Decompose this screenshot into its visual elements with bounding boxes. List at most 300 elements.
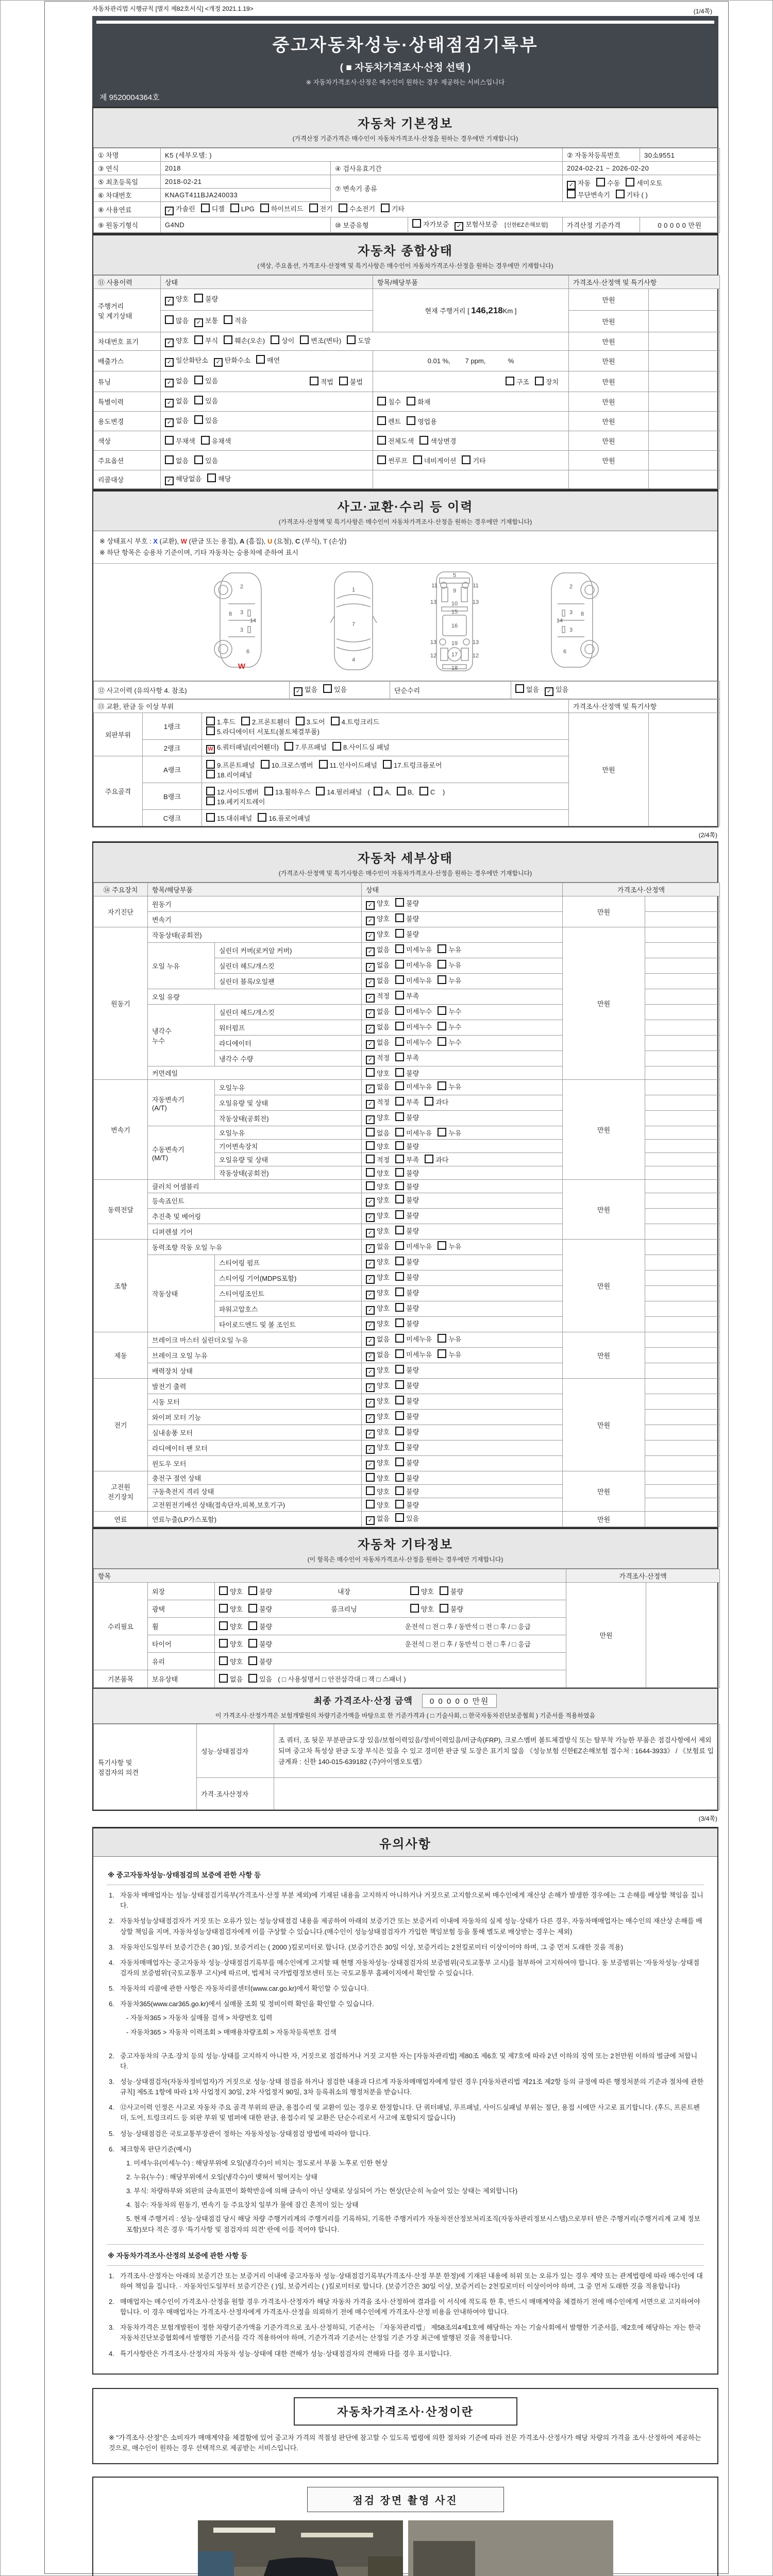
checkbox-empty[interactable] (395, 1226, 404, 1234)
checkbox-empty[interactable] (395, 1195, 404, 1204)
checkbox-empty[interactable] (596, 178, 605, 187)
option (366, 1334, 390, 1346)
checkbox-empty[interactable] (165, 455, 174, 464)
checkbox-empty[interactable] (300, 335, 309, 344)
section-comprehensive (92, 234, 718, 490)
checkbox-empty[interactable] (206, 796, 215, 805)
checkbox-checked[interactable]: ✓ (165, 418, 174, 427)
checkbox-empty[interactable] (438, 944, 446, 953)
checkbox-checked[interactable]: ✓ (366, 1337, 375, 1346)
check-item-state (362, 1180, 563, 1193)
checkbox-empty[interactable] (194, 294, 203, 302)
simple-repair-label: 단순수리 (390, 682, 511, 699)
field-value-model-year: 2018 (161, 162, 331, 175)
checkbox-checked[interactable]: ✓ (366, 901, 375, 910)
checkbox-checked[interactable]: ✓ (165, 207, 174, 215)
option (165, 376, 189, 387)
checkbox-empty[interactable] (425, 1097, 433, 1106)
checkbox-empty[interactable] (395, 1287, 404, 1296)
option (366, 1349, 390, 1361)
checkbox-empty[interactable] (395, 1303, 404, 1312)
checkbox-checked[interactable]: ✓ (366, 1084, 375, 1093)
checkbox-empty[interactable] (201, 436, 210, 445)
checkbox-empty[interactable] (332, 742, 341, 751)
rankA-items (202, 756, 569, 783)
checkbox-empty[interactable] (316, 787, 325, 795)
checkbox-empty[interactable] (438, 1037, 446, 1046)
checkbox-checked[interactable]: ✓ (366, 1100, 375, 1109)
checkbox-empty[interactable] (395, 913, 404, 922)
checkbox-empty[interactable] (219, 1639, 228, 1648)
option-label: 양호 (377, 1183, 390, 1191)
checkbox-empty[interactable] (339, 377, 348, 385)
checkbox-empty[interactable] (258, 813, 266, 822)
checkbox-empty[interactable] (366, 1155, 375, 1163)
option-label: 자동 (578, 179, 591, 187)
checkbox-empty[interactable] (438, 1006, 446, 1015)
checkbox-checked[interactable]: ✓ (165, 399, 174, 408)
document-number: 제 9520004364호 (99, 93, 160, 102)
checkbox-empty[interactable] (366, 1128, 375, 1137)
checkbox-checked[interactable]: ✓ (366, 1516, 375, 1525)
checkbox-empty[interactable] (319, 760, 328, 769)
checkbox-empty[interactable] (395, 1181, 404, 1190)
checkbox-checked[interactable]: ✓ (545, 687, 553, 696)
checkbox-empty[interactable] (395, 1486, 404, 1495)
etc-col-price: 가격조사·산정액 (566, 1569, 720, 1583)
checkbox-empty[interactable] (395, 1053, 404, 1061)
check-item-label: 오일유량 및 상태 (215, 1153, 362, 1166)
checkbox-empty[interactable] (194, 415, 203, 424)
group-label-basic-items: 기본품목 (94, 1670, 148, 1688)
option-label: 없음 (377, 1008, 390, 1016)
checkbox-checked[interactable]: ✓ (366, 1352, 375, 1361)
notice-subitem: - 자동차365 > 자동차 이력조회 > 매매용차량조회 > 자동차등록번호 검색 (126, 2028, 337, 2036)
checkbox-empty[interactable] (248, 1586, 257, 1595)
checkbox-empty[interactable] (347, 335, 356, 344)
option-label: 구조 (516, 378, 529, 386)
option-label: 불량 (406, 1274, 419, 1282)
checkbox-checked[interactable]: ✓ (165, 297, 174, 306)
special-history-items (373, 392, 569, 412)
notice-text: 자동차인도일부터 보증기간은 ( 30 )일, 보증거리는 ( 2000 )킬로미터로 합니다. (보증기간은 30일 이상, 보증거리는 2천킬로미터 이상이어야 하며, 그 중 먼저 도래한 것을 적용) (120, 1943, 624, 1951)
remark-cell (645, 1394, 720, 1410)
remark-cell (645, 1209, 720, 1224)
option-label: 불량 (406, 1183, 419, 1191)
checkbox-checked[interactable]: ✓ (366, 1025, 375, 1033)
check-item-state (362, 1140, 563, 1153)
checkbox-checked[interactable]: ✓ (366, 963, 375, 972)
checkbox-empty[interactable] (616, 190, 625, 198)
checkbox-empty[interactable] (219, 1621, 228, 1630)
option-label: 불량 (259, 1640, 273, 1649)
checkbox-checked[interactable]: ✓ (366, 1260, 375, 1268)
checkbox-empty[interactable] (377, 397, 386, 405)
detail-col-state: 상태 (362, 883, 563, 896)
checkbox-empty[interactable] (395, 1500, 404, 1509)
checkbox-checked[interactable]: ✓ (366, 1414, 375, 1423)
check-item-label: 스티어링 펌프 (215, 1255, 362, 1270)
checkbox-empty[interactable] (194, 396, 203, 404)
checkbox-checked[interactable]: ✓ (567, 181, 576, 190)
row-label-special-history: 특별이력 (94, 392, 161, 412)
check-item-state (362, 1240, 563, 1255)
checkbox-empty[interactable] (395, 960, 404, 969)
check-item-state (362, 1005, 563, 1020)
checkbox-checked[interactable]: ✓ (366, 1115, 375, 1124)
checkbox-empty[interactable] (440, 1604, 448, 1613)
checkbox-empty[interactable] (395, 1365, 404, 1374)
check-item-state (362, 943, 563, 958)
option (165, 473, 201, 485)
remark-cell (645, 1066, 720, 1080)
option-label: 화재 (417, 398, 431, 406)
check-item-label: 배력장치 상태 (148, 1363, 362, 1379)
checkbox-empty[interactable] (261, 760, 270, 769)
checkbox-empty[interactable] (395, 1272, 404, 1281)
checkbox-checked[interactable]: ✓ (366, 1430, 375, 1438)
svg-text:3: 3 (240, 609, 244, 616)
page-marker-3: (3/4쪽) (698, 1815, 717, 1823)
option (438, 1334, 461, 1344)
option (366, 1272, 390, 1284)
option (206, 796, 265, 806)
checkbox-empty[interactable] (206, 813, 215, 822)
option-label: 네비게이션 (424, 457, 457, 465)
checkbox-empty[interactable] (206, 726, 215, 735)
checkbox-empty[interactable] (296, 717, 305, 725)
checkbox-checked[interactable]: ✓ (366, 1198, 375, 1207)
checkbox-checked[interactable]: ✓ (366, 1445, 375, 1454)
checkbox-empty[interactable] (395, 1068, 404, 1077)
checkbox-empty[interactable] (395, 1318, 404, 1327)
checkbox-empty[interactable] (194, 335, 203, 344)
checkbox-empty[interactable] (248, 1604, 257, 1613)
checkbox-empty[interactable] (264, 787, 273, 795)
check-item-state (362, 1066, 563, 1080)
checkbox-empty[interactable] (395, 1257, 404, 1265)
checkbox-empty[interactable] (284, 742, 293, 751)
checkbox-empty[interactable] (395, 1081, 404, 1090)
notice-item (107, 2103, 704, 2123)
option (366, 1128, 390, 1138)
option (206, 717, 236, 726)
checkbox-empty[interactable] (395, 1396, 404, 1404)
checkbox-empty[interactable] (395, 1210, 404, 1219)
exchange-rank-table (93, 699, 720, 826)
checkbox-empty[interactable] (413, 455, 422, 464)
option (300, 335, 341, 345)
detail-col-device: ⑭ 주요장치 (94, 883, 148, 896)
checkbox-empty[interactable] (201, 204, 210, 212)
option (366, 1318, 390, 1330)
checkbox-checked[interactable]: ✓ (366, 1399, 375, 1408)
checkbox-checked[interactable]: ✓ (366, 932, 375, 941)
field-label-engine-type: ⑨ 원동기형식 (94, 217, 161, 233)
option (219, 1604, 243, 1614)
device-group-label: 고전원 전기장치 (94, 1471, 148, 1512)
field-label-base-price: 가격산정 기준가격 (563, 217, 640, 233)
checkbox-checked[interactable]: ✓ (194, 318, 203, 327)
checkbox-empty[interactable] (395, 975, 404, 984)
checkbox-empty[interactable] (395, 1411, 404, 1420)
state-code-legend: ※ 상태표시 부호 : X (교환), W (판금 또는 용접), A (흠집), U (요철), C (부식), T (손상) ※ 하단 항목은 승용차 기준이며, 기타 자동차는 승용차에 준하여 표시 (93, 531, 717, 564)
checkbox-empty[interactable] (438, 1081, 446, 1090)
checkbox-empty[interactable] (395, 929, 404, 938)
checkbox-empty[interactable] (506, 377, 514, 385)
checkbox-checked[interactable]: ✓ (366, 1321, 375, 1330)
checkbox-checked[interactable]: ✓ (214, 358, 223, 367)
checkbox-empty[interactable] (219, 1656, 228, 1665)
option-label: 양호 (377, 1459, 390, 1467)
option-label: 미세누유 (406, 1129, 432, 1138)
checkbox-empty[interactable] (407, 416, 415, 425)
checkbox-checked[interactable]: ✓ (366, 1291, 375, 1299)
checkbox-checked[interactable]: ✓ (294, 687, 303, 696)
checkbox-empty[interactable] (219, 1674, 228, 1683)
option (224, 315, 247, 325)
checkbox-checked[interactable]: ✓ (366, 1009, 375, 1018)
rank2-label: 2랭크 (143, 740, 202, 756)
checkbox-empty[interactable] (395, 1380, 404, 1389)
checkbox-empty[interactable] (438, 975, 446, 984)
checkbox-empty[interactable] (381, 204, 390, 212)
option (515, 684, 539, 694)
checkbox-checked[interactable]: ✓ (366, 1244, 375, 1253)
option (248, 1586, 272, 1596)
checkbox-empty[interactable] (438, 1334, 446, 1343)
checkbox-empty[interactable] (219, 1604, 228, 1613)
detail-col-item: 항목/해당부품 (148, 883, 362, 896)
checkbox-empty[interactable] (395, 1097, 404, 1106)
checkbox-empty[interactable] (410, 1604, 419, 1613)
checkbox-checked[interactable]: ✓ (165, 338, 174, 347)
checkbox-empty[interactable] (366, 1486, 375, 1495)
checkbox-empty[interactable] (366, 1473, 375, 1482)
checkbox-empty[interactable] (194, 455, 203, 464)
checkbox-empty[interactable] (395, 1427, 404, 1435)
option-label: 없음 (176, 417, 189, 425)
emission-values: 0.01 %, 7 ppm, % (373, 351, 569, 371)
checkbox-empty[interactable] (366, 1168, 375, 1177)
checkbox-empty[interactable] (462, 455, 470, 464)
checkbox-checked[interactable]: ✓ (366, 917, 375, 925)
checkbox-empty[interactable] (395, 1473, 404, 1482)
checkbox-empty[interactable] (438, 1241, 446, 1250)
checkbox-empty[interactable] (515, 684, 524, 693)
checkbox-empty[interactable] (323, 684, 332, 693)
checkbox-empty[interactable] (309, 204, 318, 212)
notice-item (107, 1890, 704, 1911)
checkbox-empty[interactable] (438, 1128, 446, 1137)
checkbox-empty[interactable] (419, 436, 428, 445)
checkbox-empty[interactable] (219, 1586, 228, 1595)
checkbox-empty[interactable] (165, 315, 174, 324)
checkbox-checked[interactable]: ✓ (366, 1056, 375, 1064)
checkbox-checked[interactable]: ✓ (455, 222, 463, 231)
option-label: 불량 (450, 1588, 464, 1596)
checkbox-checked[interactable]: ✓ (366, 978, 375, 987)
checkbox-checked[interactable]: ✓ (366, 1306, 375, 1315)
checkbox-empty[interactable] (383, 760, 392, 769)
detail-row (94, 1080, 720, 1095)
checkbox-empty[interactable] (395, 898, 404, 907)
checkbox-empty[interactable] (241, 717, 250, 725)
checkbox-checked[interactable]: ✓ (366, 947, 375, 956)
checkbox-marked-W[interactable]: W (206, 745, 215, 754)
checkbox-empty[interactable] (377, 416, 386, 425)
checkbox-checked[interactable]: ✓ (366, 1383, 375, 1392)
etc-note: (이 항목은 매수인이 자동차가격조사·산정을 원하는 경우에만 기재합니다) (307, 1556, 503, 1564)
checkbox-empty[interactable] (395, 1442, 404, 1451)
svg-text:3: 3 (569, 627, 573, 634)
checkbox-checked[interactable]: ✓ (366, 1213, 375, 1222)
checkbox-checked[interactable]: ✓ (366, 994, 375, 1003)
checkbox-empty[interactable] (366, 1068, 375, 1077)
checkbox-empty[interactable] (248, 1674, 257, 1683)
option-label: 양호 (421, 1605, 434, 1614)
price-cell: 만원 (569, 412, 649, 431)
legend-code-desc: (부식), (300, 537, 324, 545)
checkbox-empty[interactable] (256, 355, 265, 364)
checkbox-empty[interactable] (395, 1458, 404, 1466)
polish-cleaning-options (215, 1600, 566, 1618)
checkbox-empty[interactable] (626, 178, 634, 187)
appraiser-label: 가격·조사산정자 (197, 1778, 274, 1810)
checkbox-empty[interactable] (230, 204, 239, 212)
checkbox-checked[interactable]: ✓ (366, 1229, 375, 1238)
checkbox-empty[interactable] (271, 335, 279, 344)
checkbox-checked[interactable]: ✓ (165, 477, 174, 485)
checkbox-empty[interactable] (310, 377, 318, 385)
checkbox-empty[interactable] (248, 1639, 257, 1648)
option (506, 377, 529, 386)
checkbox-empty[interactable] (206, 787, 215, 795)
svg-text:2: 2 (240, 584, 244, 590)
checkbox-empty[interactable] (331, 717, 340, 725)
checkbox-empty[interactable] (412, 219, 421, 228)
checkbox-empty[interactable] (206, 717, 215, 725)
checkbox-empty[interactable] (224, 315, 232, 324)
checkbox-empty[interactable] (567, 190, 576, 198)
exterior-interior-options (215, 1583, 566, 1600)
device-subgroup-label: 자동변속기 (A/T) (148, 1080, 215, 1126)
checkbox-empty[interactable] (395, 1513, 404, 1522)
inspection-photo-right (408, 2520, 613, 2576)
checkbox-empty[interactable] (395, 1006, 404, 1015)
checkbox-empty[interactable] (248, 1621, 257, 1630)
transmission-options (563, 175, 720, 202)
option (214, 355, 250, 367)
checkbox-empty[interactable] (377, 436, 386, 445)
checkbox-empty[interactable] (438, 1022, 446, 1030)
option-label: 불량 (259, 1623, 273, 1631)
checkbox-empty[interactable] (366, 1141, 375, 1150)
option (438, 1006, 461, 1016)
option-label: 있음 (205, 417, 219, 425)
checkbox-empty[interactable] (395, 1334, 404, 1343)
checkbox-empty[interactable] (425, 1155, 433, 1163)
checkbox-empty[interactable] (395, 1128, 404, 1137)
option (331, 717, 380, 726)
checkbox-checked[interactable]: ✓ (366, 1368, 375, 1377)
basic-info-note: (가격산정 기준가격은 매수인이 자동차가격조사·산정을 원하는 경우에만 기재합니다) (292, 135, 518, 142)
checkbox-empty[interactable] (207, 473, 216, 482)
checkbox-empty[interactable] (224, 335, 232, 344)
checkbox-empty[interactable] (374, 787, 382, 795)
checkbox-empty[interactable] (395, 1112, 404, 1121)
option (395, 1022, 432, 1031)
option-label: 누유 (448, 1129, 462, 1138)
checkbox-empty[interactable] (395, 1241, 404, 1250)
check-item-label: 기어변속장치 (215, 1140, 362, 1153)
checkbox-empty[interactable] (165, 436, 174, 445)
field-label-vin: ⑥ 차대번호 (94, 189, 161, 202)
checkbox-empty[interactable] (206, 760, 215, 769)
checkbox-empty[interactable] (366, 1181, 375, 1190)
option (206, 770, 252, 779)
checkbox-empty[interactable] (395, 1349, 404, 1358)
checkbox-empty[interactable] (395, 1141, 404, 1150)
checkbox-empty[interactable] (395, 991, 404, 999)
option-text: ) (441, 788, 445, 796)
checkbox-empty[interactable] (419, 787, 428, 795)
option-label: 양호 (230, 1588, 243, 1596)
check-item-state (362, 1317, 563, 1332)
checkbox-empty[interactable] (535, 377, 544, 385)
checkbox-empty[interactable] (395, 1037, 404, 1046)
checkbox-empty[interactable] (377, 455, 386, 464)
checkbox-empty[interactable] (438, 1349, 446, 1358)
checkbox-checked[interactable]: ✓ (366, 1461, 375, 1469)
option-label: 누수 (448, 1039, 462, 1047)
option (339, 204, 375, 213)
etc-col-item: 항목 (94, 1569, 566, 1583)
option (395, 1365, 419, 1375)
checkbox-empty[interactable] (397, 787, 406, 795)
svg-text:7: 7 (351, 621, 356, 628)
checkbox-empty[interactable] (407, 397, 415, 405)
checkbox-empty[interactable] (366, 1500, 375, 1509)
checkbox-empty[interactable] (260, 204, 269, 212)
checkbox-empty[interactable] (395, 944, 404, 953)
checkbox-empty[interactable] (194, 376, 203, 384)
checkbox-empty[interactable] (410, 1586, 419, 1595)
checkbox-empty[interactable] (206, 770, 215, 778)
remark-cell (645, 1471, 720, 1485)
check-item-label: 구동축전지 격리 상태 (148, 1485, 362, 1498)
vin-marking-options (161, 332, 569, 351)
checkbox-empty[interactable] (248, 1656, 257, 1665)
remark-cell (645, 1193, 720, 1209)
checkbox-empty[interactable] (438, 960, 446, 969)
checkbox-checked[interactable]: ✓ (366, 1275, 375, 1284)
checkbox-empty[interactable] (395, 1022, 404, 1030)
checkbox-checked[interactable]: ✓ (165, 358, 174, 367)
remark-cell (645, 1348, 720, 1363)
checkbox-empty[interactable] (395, 1168, 404, 1177)
checkbox-empty[interactable] (339, 204, 347, 212)
group-price-cell: 만원 (563, 1080, 645, 1180)
option-label: 양호 (377, 1212, 390, 1220)
checkbox-empty[interactable] (395, 1155, 404, 1163)
checkbox-empty[interactable] (440, 1586, 448, 1595)
main-options-items (373, 451, 569, 470)
checkbox-checked[interactable]: ✓ (366, 1040, 375, 1049)
option (366, 991, 390, 1003)
option (425, 1155, 448, 1164)
checkbox-checked[interactable]: ✓ (165, 379, 174, 387)
